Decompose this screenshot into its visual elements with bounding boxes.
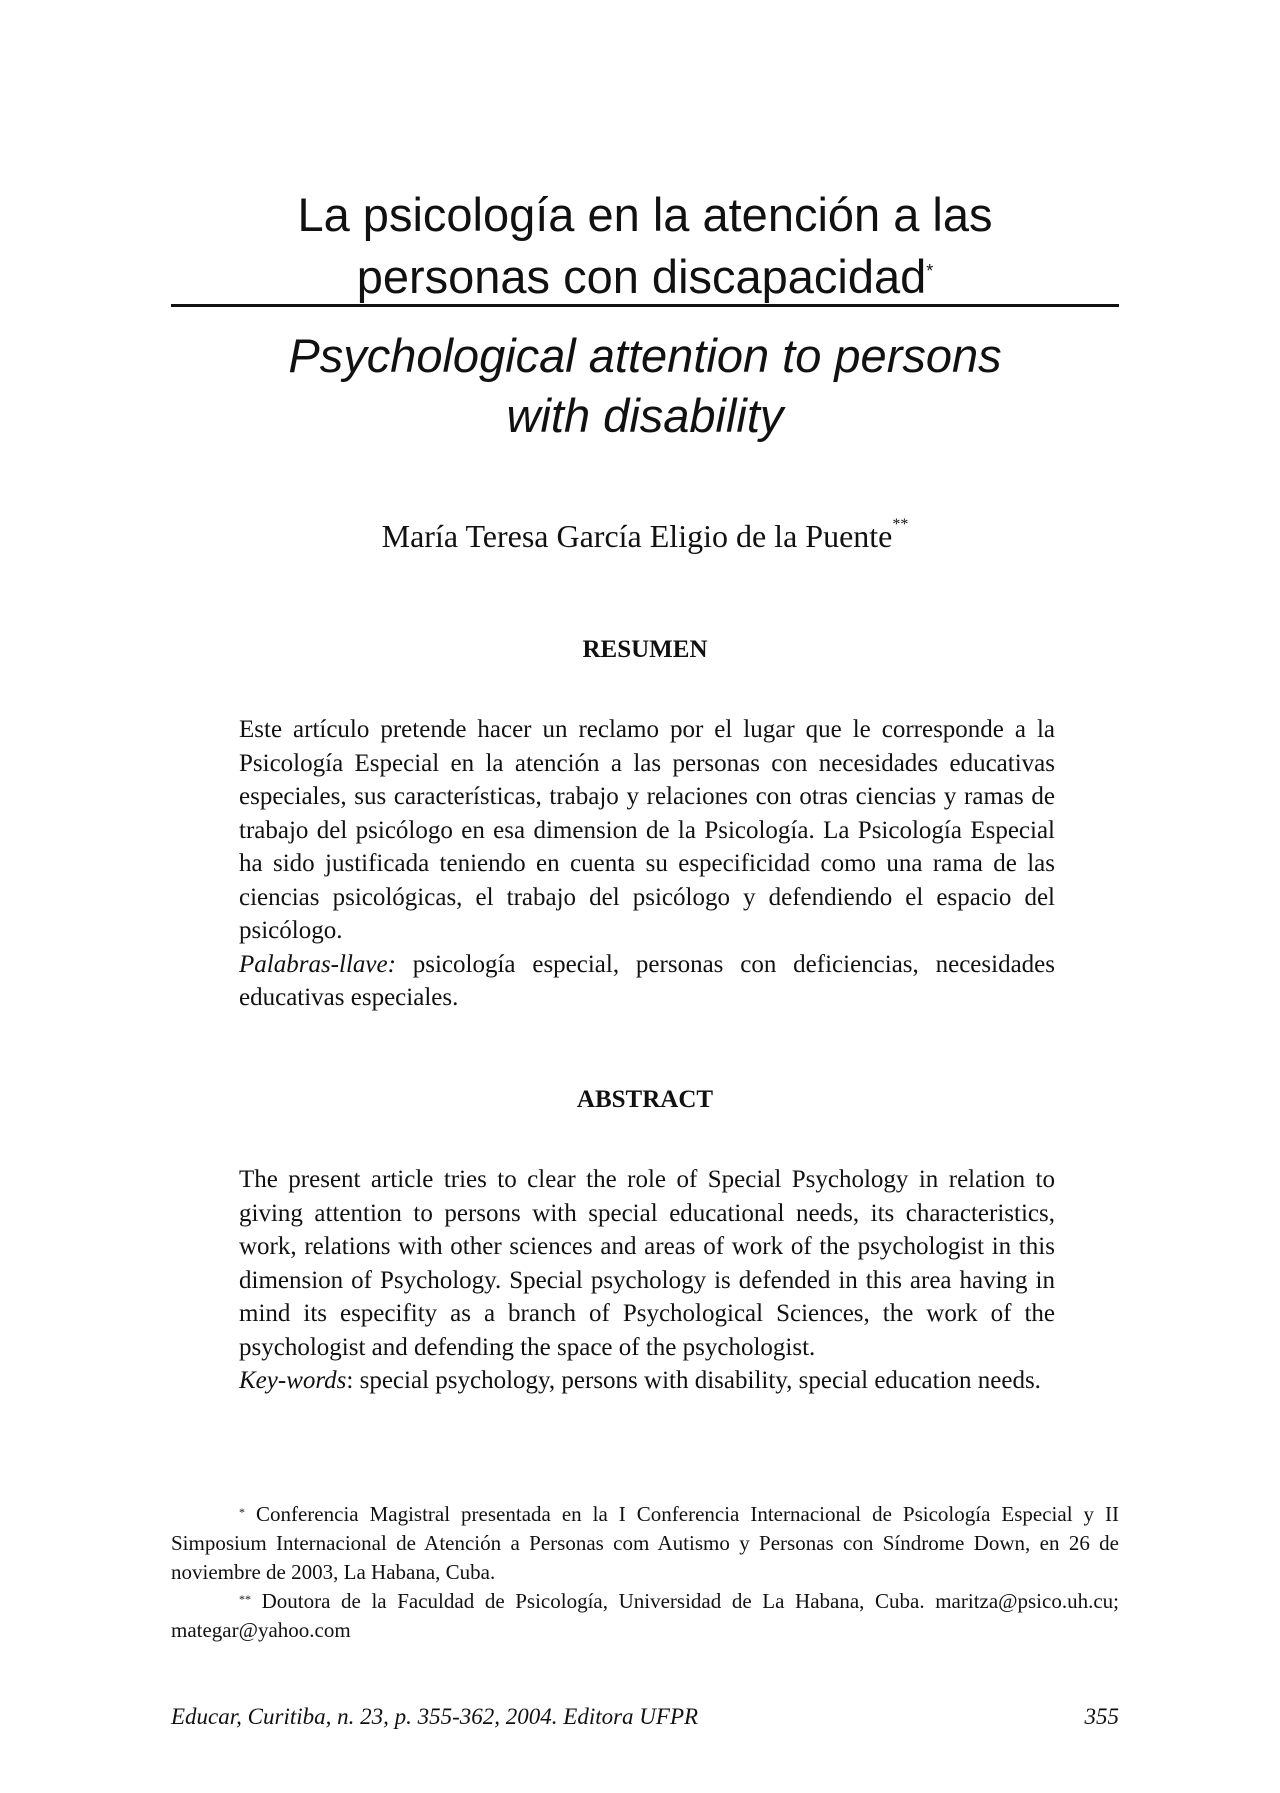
footnote-1-marker: * <box>239 1505 245 1519</box>
abstract-heading: ABSTRACT <box>576 1086 714 1113</box>
footer-citation: Educar, Curitiba, n. 23, p. 355-362, 2004. Editora UFPR <box>171 1704 699 1729</box>
resumen-keywords-label: Palabras-llave: <box>239 950 396 978</box>
footnote-1-text: Conferencia Magistral presentada en la I Conferencia Internacional de Psicología Especial y II Simposium Internacional de Atención a Personas com Autismo y Personas con Síndrome Down, en 26 de noviembre de 2003, La Habana, Cuba. <box>171 1502 1119 1584</box>
abstract-text: The present article tries to clear the role of Special Psychology in relation to giving attention to persons with special educational needs, its characteristics, work, relations with other sciences and areas of work of the psychologist in this dimension of Psychology. Special psychology is defended in this area having in mind its especifity as a branch of Psychological Sciences, the work of the psychologist and defending the space of the psychologist. <box>239 1166 1055 1361</box>
resumen-text: Este artículo pretende hacer un reclamo por el lugar que le corresponde a la Psicología Especial en la atención a las personas con necesidades educativas especiales, sus características, trabajo y relaciones con otras ciencias y ramas de trabajo del psicólogo en esa dimension de la Psicología. La Psicología Especial ha sido justificada teniendo en cuenta su especificidad como una rama de las ciencias psicológicas, el trabajo del psicólogo y defendiendo el espacio del psicólogo. <box>239 716 1055 944</box>
title-english-line-1: Psychological attention to persons <box>288 329 1002 382</box>
author-line <box>170 518 1120 555</box>
title-english <box>170 326 1120 446</box>
title-spanish-line-2: personas con discapacidad <box>356 250 927 303</box>
footnote-2-text: Doutora de la Faculdad de Psicología, Universidad de La Habana, Cuba. maritza@psico.uh.cu; mategar@yahoo.com <box>171 1589 1119 1642</box>
title-divider <box>171 304 1119 307</box>
author-name: María Teresa García Eligio de la Puente <box>381 518 893 554</box>
author-footnote-marker: ** <box>892 516 909 533</box>
footnote-2 <box>171 1587 1119 1645</box>
footnotes <box>171 1500 1119 1645</box>
abstract-body <box>239 1163 1055 1398</box>
resumen-heading: RESUMEN <box>582 636 708 663</box>
title-english-line-2: with disability <box>506 389 784 442</box>
footnote-1 <box>171 1500 1119 1587</box>
resumen-keywords-list: psicología especial, personas con deficiencias, necesidades educativas especiales. <box>239 950 1055 1011</box>
title-footnote-marker: * <box>926 261 934 281</box>
resumen-keywords <box>239 948 1055 1015</box>
title-spanish <box>170 184 1120 308</box>
footer-page-number: 355 <box>1084 1704 1119 1729</box>
title-spanish-line-1: La psicología en la atención a las <box>297 188 993 241</box>
footnote-2-marker: ** <box>239 1592 251 1606</box>
abstract-keywords <box>239 1364 1055 1398</box>
resumen-body <box>239 713 1055 1015</box>
abstract-keywords-list: : special psychology, persons with disability, special education needs. <box>346 1367 1041 1394</box>
abstract-keywords-label: Key-words <box>239 1367 347 1394</box>
